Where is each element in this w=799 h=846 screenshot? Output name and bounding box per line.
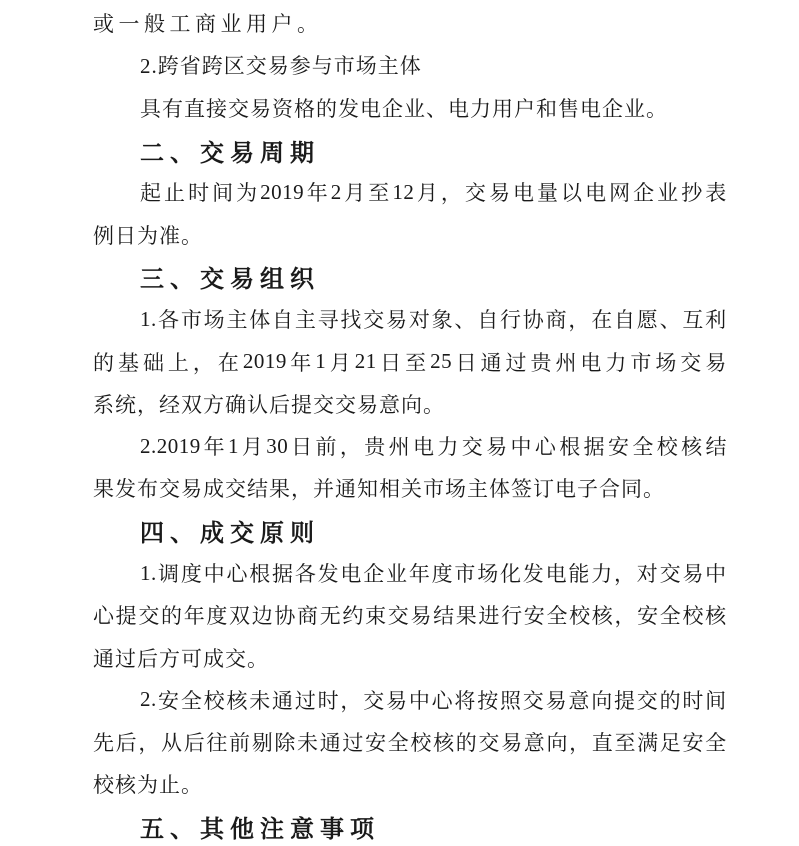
text-line-principle-2a: 2. 安 全 校 核 未 通 过 时 ， 交 易 中 心 将 按 照 交 易 意 向 提 交 的 时 间 [140, 687, 727, 713]
heading-other-notes: 五、其他注意事项 [140, 816, 380, 844]
heading-deal-principles: 四、成交原则 [140, 520, 320, 548]
text-line-principle-1c: 通过后方可成交。 [93, 646, 269, 671]
text-line-principle-2b: 先 后 ， 从 后 往 前 剔 除 未 通 过 安 全 校 核 的 交 易 意 向 ， 直 至 满 足 安 全 [93, 731, 727, 756]
heading-trade-organization: 三、交易组织 [140, 266, 320, 294]
text-line-meter-reading-day: 例日为准。 [93, 223, 203, 248]
text-line-org-item-1b: 的 基 础 上 ， 在 2019 年 1 月 21 日 至 25 日 通 过 贵 州 电 力 市 场 交 易 [93, 349, 727, 375]
list-item-cross-province-participants: 2.跨省跨区交易参与市场主体 [140, 54, 422, 79]
text-line-tail-users: 或一般工商业用户。 [93, 12, 323, 37]
document-text-block [93, 2, 727, 846]
text-line-trade-period-dates: 起 止 时 间 为 2019 年 2 月 至 12 月 ， 交 易 电 量 以 电 网 企 业 抄 表 [140, 179, 727, 206]
text-line-principle-2c: 校核为止。 [93, 773, 203, 798]
text-line-org-item-1a: 1. 各 市 场 主 体 自 主 寻 找 交 易 对 象 、 自 行 协 商 ， 在 自 愿 、 互 利 [140, 306, 727, 333]
text-line-eligible-companies: 具有直接交易资格的发电企业、电力用户和售电企业。 [140, 96, 668, 121]
text-line-org-item-1c: 系统，经双方确认后提交交易意向。 [93, 392, 445, 417]
text-line-principle-1a: 1. 调 度 中 心 根 据 各 发 电 企 业 年 度 市 场 化 发 电 能 力 ， 对 交 易 中 [140, 560, 727, 586]
heading-trade-period: 二、交易周期 [140, 139, 320, 167]
text-line-org-item-2a: 2.2019 年 1 月 30 日 前 ， 贵 州 电 力 交 易 中 心 根 据 安 全 校 核 结 [140, 433, 727, 460]
text-line-org-item-2b: 果发布交易成交结果，并通知相关市场主体签订电子合同。 [93, 477, 665, 502]
text-line-principle-1b: 心 提 交 的 年 度 双 边 协 商 无 约 束 交 易 结 果 进 行 安 全 校 核 ， 安 全 校 核 [93, 604, 727, 629]
